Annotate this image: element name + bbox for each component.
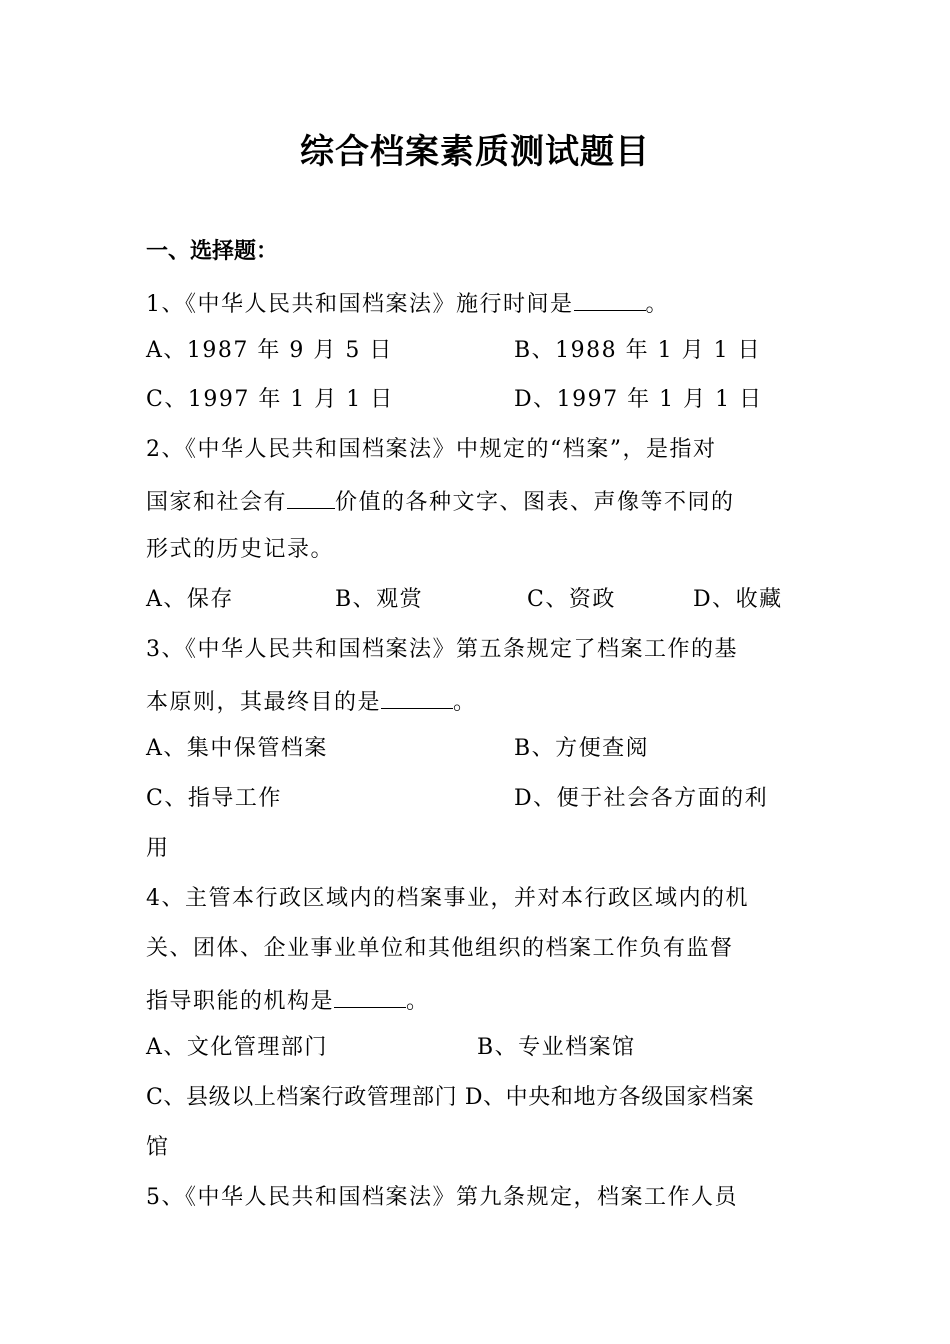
question-3-line-1: 3、《中华人民共和国档案法》第五条规定了档案工作的基 (146, 637, 738, 662)
question-3-option-a: A、集中保管档案 (146, 736, 328, 761)
question-3-option-b: B、方便查阅 (514, 736, 650, 761)
question-2-stem: 国家和社会有 (146, 490, 288, 515)
question-4-line-2: 关、团体、企业事业单位和其他组织的档案工作负有监督 (146, 936, 734, 961)
question-3-option-d: D、便于社会各方面的利 (514, 786, 769, 811)
question-2-option-d: D、收藏 (693, 587, 783, 612)
question-4-line-3 (146, 979, 430, 1022)
question-1-option-d: D、1997 年 1 月 1 日 (514, 387, 763, 412)
section-heading: 一、选择题： (146, 239, 279, 264)
answer-blank (574, 282, 646, 311)
question-5-line-1: 5、《中华人民共和国档案法》第九条规定，档案工作人员 (146, 1185, 738, 1210)
question-2-line-1: 2、《中华人民共和国档案法》中规定的“档案”，是指对 (146, 437, 717, 462)
question-3-option-d-cont: 用 (146, 836, 170, 861)
answer-blank (381, 680, 453, 709)
question-1-stem: 1、《中华人民共和国档案法》施行时间是 (146, 292, 574, 317)
answer-blank (287, 480, 335, 509)
question-4-options-c-d: C、县级以上档案行政管理部门 D、中央和地方各级国家档案 (146, 1085, 755, 1110)
question-4-line-1: 4、主管本行政区域内的档案事业，并对本行政区域内的机 (146, 886, 749, 911)
question-3-line-2 (146, 680, 477, 723)
question-3-option-c: C、指导工作 (146, 786, 282, 811)
question-4-stem: 指导职能的机构是 (146, 989, 335, 1014)
question-1-option-b: B、1988 年 1 月 1 日 (514, 338, 762, 363)
question-2-option-b: B、观赏 (335, 587, 424, 612)
question-2-option-a: A、保存 (146, 587, 234, 612)
question-4-option-a: A、文化管理部门 (146, 1035, 328, 1060)
answer-blank (334, 979, 406, 1008)
question-4-end: 。 (406, 989, 430, 1014)
question-2-line-3: 形式的历史记录。 (146, 537, 335, 562)
question-4-option-d-cont: 馆 (146, 1135, 170, 1160)
question-2-stem-cont: 价值的各种文字、图表、声像等不同的 (335, 490, 735, 515)
document-title: 综合档案素质测试题目 (300, 132, 650, 172)
question-1-option-a: A、1987 年 9 月 5 日 (146, 338, 393, 363)
question-2-line-2 (146, 480, 735, 523)
question-1-text (146, 282, 669, 325)
question-1-end: 。 (645, 292, 670, 317)
question-3-end: 。 (453, 690, 477, 715)
question-2-option-c: C、资政 (527, 587, 616, 612)
question-3-stem: 本原则，其最终目的是 (146, 690, 382, 715)
question-1-option-c: C、1997 年 1 月 1 日 (146, 387, 394, 412)
question-4-option-b: B、专业档案馆 (477, 1035, 636, 1060)
